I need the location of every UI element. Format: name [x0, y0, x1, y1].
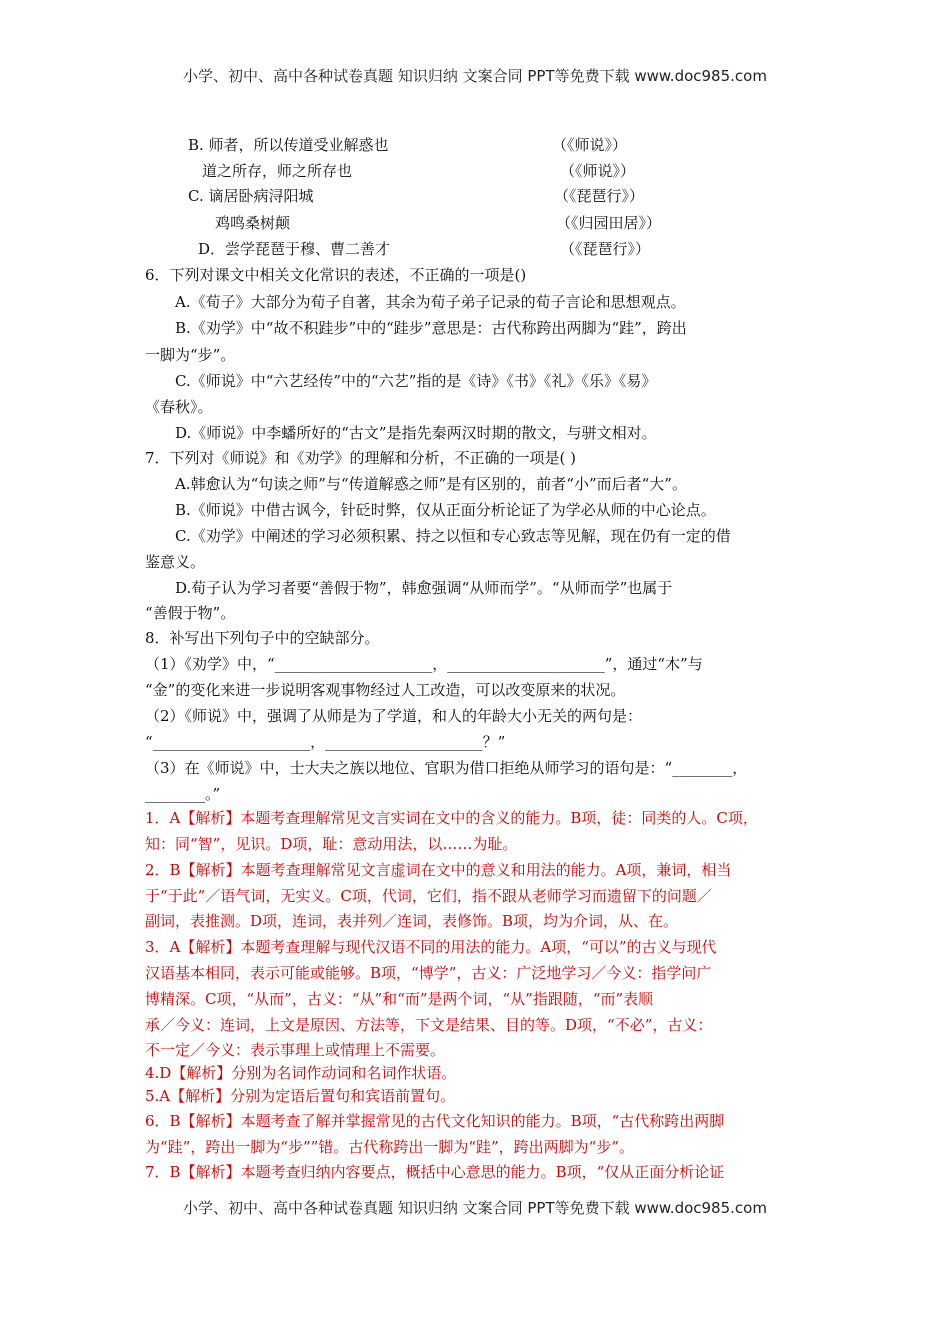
q7-option-c-cont: 鉴意义。	[145, 553, 206, 571]
q6-option-a: A.《荀子》大部分为荀子自著，其余为荀子弟子记录的荀子言论和思想观点。	[175, 293, 686, 311]
q8-part2: （2）《师说》中，强调了从师是为了学道，和人的年龄大小无关的两句是：	[145, 707, 643, 725]
answer-line: 3．A【解析】本题考查理解与现代汉语不同的用法的能力。A项，“可以”的古义与现代	[145, 938, 717, 956]
answer-line: 6．B【解析】本题考查了解并掌握常见的古代文化知识的能力。B项，“古代称跨出两脚	[145, 1112, 725, 1130]
q7-option-b: B.《师说》中借古讽今，针砭时弊，仅从正面分析论证了为学必从师的中心论点。	[175, 501, 716, 519]
q8-part1: （1）《劝学》中，“_____________________，_____________________”，通过“木”与	[145, 655, 703, 673]
q5-option-d: D．尝学琵琶于穆、曹二善才	[198, 240, 391, 258]
q8-part3: （3）在《师说》中，士大夫之族以地位、官职为借口拒绝从师学习的语句是：“________，	[145, 759, 748, 777]
q6-option-c: C.《师说》中“六艺经传”中的“六艺”指的是《诗》《书》《礼》《乐》《易》	[175, 372, 657, 390]
answer-line: 5.A【解析】分别为定语后置句和宾语前置句。	[145, 1087, 456, 1105]
q5-option-b2: 道之所存，师之所存也	[202, 162, 353, 180]
q5-option-c: C. 谪居卧病浔阳城	[188, 187, 314, 205]
answer-line: 副词，表推测。D项，连词，表并列／连词，表修饰。B项，均为介词，从、在。	[145, 912, 679, 930]
answer-line: 不一定／今义：表示事理上或情理上不需要。	[145, 1041, 446, 1059]
page-header: 小学、初中、高中各种试卷真题 知识归纳 文案合同 PPT等免费下载 www.doc985.com	[183, 67, 767, 85]
answer-line: 于“于此”／语气词，无实义。C项，代词，它们，指不跟从老师学习而遗留下的问题／	[145, 887, 712, 905]
answer-line: 7．B【解析】本题考查归纳内容要点，概括中心意思的能力。B项，“仅从正面分析论证	[145, 1163, 725, 1181]
q7-option-a: A.韩愈认为“句读之师”与“传道解惑之师”是有区别的，前者“小”而后者“大”。	[175, 475, 687, 493]
answer-line: 博精深。C项，“从而”，古义：“从”和“而”是两个词，“从”指跟随，“而”表顺	[145, 990, 654, 1008]
q7-option-c: C.《劝学》中阐述的学习必须积累、持之以恒和专心致志等见解，现在仍有一定的借	[175, 527, 731, 545]
q5-option-b-source: （《师说》）	[552, 136, 628, 154]
answer-line: 汉语基本相同，表示可能或能够。B项，“博学”，古义：广泛地学习／今义：指学问广	[145, 964, 712, 982]
q8-part3-cont: ________。”	[145, 785, 221, 803]
q7-option-d-cont: “善假于物”。	[145, 604, 236, 622]
q6-stem: 6．下列对课文中相关文化常识的表述，不正确的一项是()	[145, 266, 527, 284]
q8-stem: 8．补写出下列句子中的空缺部分。	[145, 629, 380, 647]
answer-line: 为“跬”，跨出一脚为“步””错。古代称跨出一脚为“跬”，跨出两脚为“步”。	[145, 1138, 635, 1156]
answer-line: 知：同“智”，见识。D项，耻：意动用法，以……为耻。	[145, 835, 518, 853]
q6-option-b-cont: 一脚为“步”。	[145, 346, 236, 364]
q6-option-c-cont: 《春秋》。	[145, 398, 213, 416]
q5-option-b2-source: （《师说》）	[560, 162, 636, 180]
answer-line: 1．A【解析】本题考查理解常见文言实词在文中的含义的能力。B项，徒：同类的人。C项，	[145, 809, 758, 827]
q5-option-c2-source: （《归园田居》）	[556, 214, 662, 232]
q6-option-b: B.《劝学》中“故不积跬步”中的“跬步”意思是：古代称跨出两脚为“跬”，跨出	[175, 319, 687, 337]
q5-option-c-source: （《琵琶行》）	[554, 187, 645, 205]
q5-option-c2: 鸡鸣桑树颠	[215, 214, 291, 232]
answer-line: 2．B【解析】本题考查理解常见文言虚词在文中的意义和用法的能力。A项，兼词，相当	[145, 861, 732, 879]
q6-option-d: D.《师说》中李蟠所好的“古文”是指先秦两汉时期的散文，与骈文相对。	[175, 424, 657, 442]
q8-part1-cont: “金”的变化来进一步说明客观事物经过人工改造，可以改变原来的状况。	[145, 681, 626, 699]
q7-stem: 7．下列对《师说》和《劝学》的理解和分析，不正确的一项是( )	[145, 449, 577, 467]
q5-option-d-source: （《琵琶行》）	[560, 240, 651, 258]
answer-line: 4.D【解析】分别为名词作动词和名词作状语。	[145, 1064, 457, 1082]
answer-line: 承／今义：连词，上文是原因、方法等，下文是结果、目的等。D项，“不必”，古义：	[145, 1016, 713, 1034]
q5-option-b: B. 师者，所以传道受业解惑也	[188, 136, 389, 154]
q7-option-d: D.荀子认为学习者要“善假于物”，韩愈强调“从师而学”。“从师而学”也属于	[175, 579, 673, 597]
q8-part2-cont: “_____________________，_____________________？”	[145, 733, 506, 751]
page-footer: 小学、初中、高中各种试卷真题 知识归纳 文案合同 PPT等免费下载 www.doc985.com	[183, 1199, 767, 1217]
